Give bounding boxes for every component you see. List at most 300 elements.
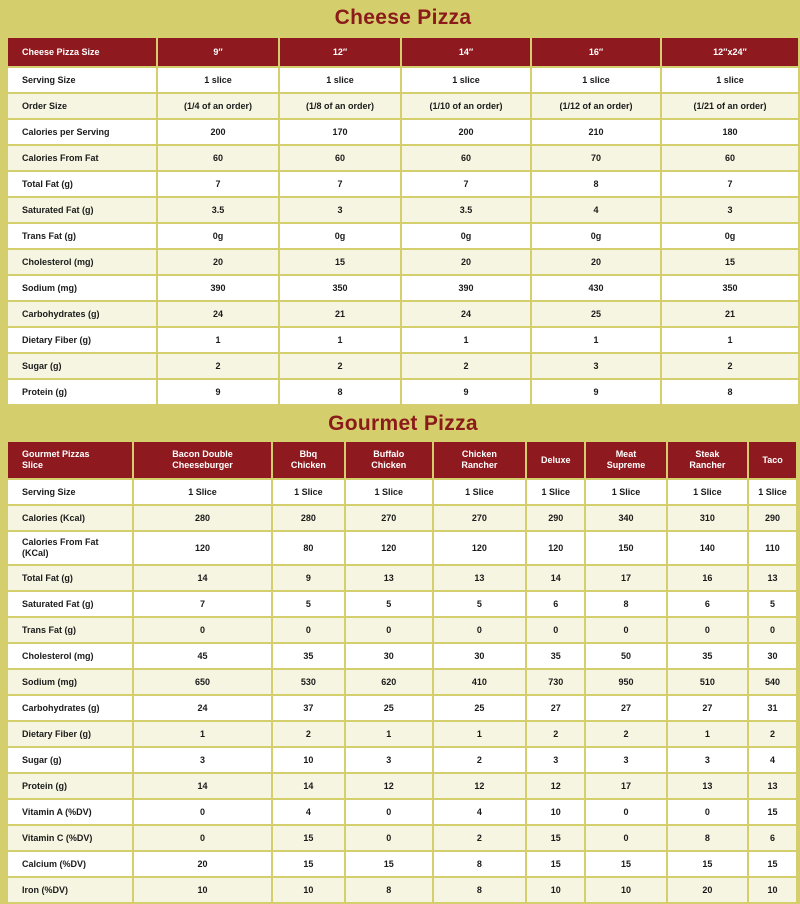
row-label xyxy=(8,774,132,798)
column-header: 14″ xyxy=(402,38,530,66)
table-cell: 3 xyxy=(668,748,747,772)
row-label xyxy=(8,852,132,876)
table-cell: 3 xyxy=(280,198,400,222)
table-cell: 1 slice xyxy=(662,68,798,92)
table-cell: 0g xyxy=(662,224,798,248)
table-cell: 15 xyxy=(749,852,796,876)
table-cell: 280 xyxy=(273,506,344,530)
table-cell: 12 xyxy=(527,774,584,798)
table-cell: 15 xyxy=(280,250,400,274)
row-label: Dietary Fiber (g) xyxy=(8,328,156,352)
table-cell: 10 xyxy=(273,878,344,902)
table-cell: 14 xyxy=(273,774,344,798)
table-row-sodium-mg xyxy=(8,276,798,300)
table-cell: 60 xyxy=(280,146,400,170)
table-cell: 4 xyxy=(532,198,660,222)
table-cell: 35 xyxy=(527,644,584,668)
table-cell: 280 xyxy=(134,506,270,530)
column-header-line: Steak xyxy=(695,449,720,459)
table-cell: 0 xyxy=(434,618,526,642)
table-cell: 15 xyxy=(586,852,665,876)
row-label-line: Calcium (%DV) xyxy=(22,858,87,869)
table-cell: 20 xyxy=(668,878,747,902)
table-cell: 950 xyxy=(586,670,665,694)
table-cell: 0 xyxy=(668,800,747,824)
table-cell: 35 xyxy=(668,644,747,668)
table-cell: 650 xyxy=(134,670,270,694)
table-cell: 20 xyxy=(402,250,530,274)
table-cell: 35 xyxy=(273,644,344,668)
table-cell: 540 xyxy=(749,670,796,694)
table-row-serving-size xyxy=(8,68,798,92)
table-cell: 210 xyxy=(532,120,660,144)
table-cell: 7 xyxy=(402,172,530,196)
table-cell: 5 xyxy=(749,592,796,616)
table-cell: 0 xyxy=(668,618,747,642)
column-header-line: Bacon Double xyxy=(172,449,233,459)
table-cell: 3 xyxy=(586,748,665,772)
table-cell: 0 xyxy=(749,618,796,642)
table-cell: 2 xyxy=(749,722,796,746)
table-cell: 180 xyxy=(662,120,798,144)
table-cell: (1/4 of an order) xyxy=(158,94,278,118)
table-cell: 1 xyxy=(280,328,400,352)
row-label-line: Cholesterol (mg) xyxy=(22,650,94,661)
table-cell: 1 Slice xyxy=(668,480,747,504)
row-label-line: Total Fat (g) xyxy=(22,572,73,583)
table-cell: 5 xyxy=(434,592,526,616)
table-cell: 9 xyxy=(158,380,278,404)
row-label: Cholesterol (mg) xyxy=(8,250,156,274)
table-cell: 10 xyxy=(527,878,584,902)
table-cell: 620 xyxy=(346,670,432,694)
row-label xyxy=(8,566,132,590)
column-header xyxy=(749,442,796,478)
table-cell: 200 xyxy=(158,120,278,144)
table-cell: 0g xyxy=(532,224,660,248)
table-cell: 25 xyxy=(434,696,526,720)
table-cell: 13 xyxy=(668,774,747,798)
table-cell: 50 xyxy=(586,644,665,668)
table-cell: 120 xyxy=(346,532,432,564)
table-cell: 20 xyxy=(134,852,270,876)
row-label: Calories per Serving xyxy=(8,120,156,144)
table-row-protein-g xyxy=(8,774,796,798)
table-cell: 8 xyxy=(434,852,526,876)
table-cell: 30 xyxy=(434,644,526,668)
column-header-line: Chicken xyxy=(371,460,407,470)
row-label: Saturated Fat (g) xyxy=(8,198,156,222)
column-header-line: Bbq xyxy=(299,449,318,459)
table-cell: 1 Slice xyxy=(586,480,665,504)
table-row-calories-kcal xyxy=(8,506,796,530)
table-cell: 8 xyxy=(346,878,432,902)
row-label xyxy=(8,748,132,772)
table-cell: 7 xyxy=(280,172,400,196)
table-cell: 270 xyxy=(434,506,526,530)
table-cell: 30 xyxy=(749,644,796,668)
table-cell: 27 xyxy=(586,696,665,720)
table-cell: (1/12 of an order) xyxy=(532,94,660,118)
table-cell: 3 xyxy=(662,198,798,222)
table-cell: 4 xyxy=(749,748,796,772)
column-header xyxy=(527,442,584,478)
table-cell: 9 xyxy=(273,566,344,590)
table-cell: 5 xyxy=(346,592,432,616)
table-cell: 12 xyxy=(346,774,432,798)
table-cell: 350 xyxy=(662,276,798,300)
column-header-line: Meat xyxy=(615,449,637,459)
table-cell: 14 xyxy=(527,566,584,590)
table-cell: 15 xyxy=(273,852,344,876)
table-cell: 10 xyxy=(273,748,344,772)
column-header: Cheese Pizza Size xyxy=(8,38,156,66)
table-cell: 24 xyxy=(134,696,270,720)
row-label: Sodium (mg) xyxy=(8,276,156,300)
table-cell: 7 xyxy=(134,592,270,616)
table-cell: 1 Slice xyxy=(749,480,796,504)
table-cell: 14 xyxy=(134,566,270,590)
table-row-total-fat-g xyxy=(8,566,796,590)
column-header-line: Chicken xyxy=(290,460,326,470)
table-row-saturated-fat-g xyxy=(8,592,796,616)
table-cell: 2 xyxy=(402,354,530,378)
table-cell: 24 xyxy=(402,302,530,326)
table-cell: 0 xyxy=(346,826,432,850)
column-header-line: Cheeseburger xyxy=(172,460,233,470)
column-header-line: Chicken xyxy=(461,449,497,459)
table-cell: 15 xyxy=(668,852,747,876)
table-cell: (1/21 of an order) xyxy=(662,94,798,118)
table-cell: 290 xyxy=(527,506,584,530)
table-cell: 0 xyxy=(586,826,665,850)
table-row-trans-fat-g xyxy=(8,224,798,248)
table-cell: 3 xyxy=(134,748,270,772)
table-cell: 1 Slice xyxy=(134,480,270,504)
table-cell: 14 xyxy=(134,774,270,798)
table-cell: 0 xyxy=(527,618,584,642)
cheese-header-row xyxy=(8,38,798,66)
table-cell: 9 xyxy=(402,380,530,404)
row-label xyxy=(8,532,132,564)
table-cell: 0g xyxy=(158,224,278,248)
row-label-line: Serving Size xyxy=(22,486,76,497)
table-cell: 4 xyxy=(273,800,344,824)
column-header: 12″x24″ xyxy=(662,38,798,66)
table-row-order-size xyxy=(8,94,798,118)
table-cell: 13 xyxy=(346,566,432,590)
table-cell: 2 xyxy=(586,722,665,746)
table-cell: 15 xyxy=(527,852,584,876)
row-label-line: Sodium (mg) xyxy=(22,676,77,687)
table-cell: 60 xyxy=(402,146,530,170)
row-label xyxy=(8,800,132,824)
table-cell: 10 xyxy=(586,878,665,902)
table-row-carbohydrates-g xyxy=(8,302,798,326)
table-cell: 15 xyxy=(662,250,798,274)
row-label: Total Fat (g) xyxy=(8,172,156,196)
table-cell: 6 xyxy=(668,592,747,616)
table-cell: 1 slice xyxy=(158,68,278,92)
table-cell: 0g xyxy=(402,224,530,248)
row-label xyxy=(8,644,132,668)
table-row-protein-g xyxy=(8,380,798,404)
table-cell: 45 xyxy=(134,644,270,668)
row-label-line: Dietary Fiber (g) xyxy=(22,728,92,739)
table-cell: 0 xyxy=(586,618,665,642)
table-row-calories-from-fat xyxy=(8,146,798,170)
table-cell: 16 xyxy=(668,566,747,590)
row-label xyxy=(8,506,132,530)
column-header-line: Slice xyxy=(22,460,44,470)
column-header xyxy=(668,442,747,478)
table-cell: 110 xyxy=(749,532,796,564)
column-header-line: Rancher xyxy=(461,460,498,470)
table-row-trans-fat-g xyxy=(8,618,796,642)
table-cell: 290 xyxy=(749,506,796,530)
table-row-serving-size xyxy=(8,480,796,504)
table-row-dietary-fiber-g xyxy=(8,722,796,746)
row-label-line: Iron (%DV) xyxy=(22,884,68,895)
row-label-line: (KCal) xyxy=(22,548,49,558)
table-row-sodium-mg xyxy=(8,670,796,694)
table-cell: 1 xyxy=(134,722,270,746)
row-label xyxy=(8,480,132,504)
table-cell: 10 xyxy=(134,878,270,902)
column-header: 9″ xyxy=(158,38,278,66)
table-cell: 510 xyxy=(668,670,747,694)
table-cell: 6 xyxy=(527,592,584,616)
column-header xyxy=(586,442,665,478)
table-cell: 20 xyxy=(158,250,278,274)
table-cell: 730 xyxy=(527,670,584,694)
row-label-line: Calories (Kcal) xyxy=(22,512,86,523)
table-cell: 0 xyxy=(346,618,432,642)
table-cell: 340 xyxy=(586,506,665,530)
column-header-line: Rancher xyxy=(689,460,726,470)
table-cell: 0 xyxy=(134,800,270,824)
column-header-line: Gourmet Pizzas xyxy=(22,449,90,459)
table-cell: 37 xyxy=(273,696,344,720)
table-cell: 8 xyxy=(586,592,665,616)
table-cell: 10 xyxy=(527,800,584,824)
table-cell: 0 xyxy=(134,826,270,850)
table-cell: 3.5 xyxy=(402,198,530,222)
table-cell: 70 xyxy=(532,146,660,170)
table-cell: 15 xyxy=(273,826,344,850)
table-cell: 430 xyxy=(532,276,660,300)
table-cell: 25 xyxy=(532,302,660,326)
table-cell: 7 xyxy=(158,172,278,196)
table-cell: 7 xyxy=(662,172,798,196)
table-row-calories-from-fat-kcal xyxy=(8,532,796,564)
column-header: 16″ xyxy=(532,38,660,66)
table-cell: 21 xyxy=(662,302,798,326)
row-label xyxy=(8,696,132,720)
table-cell: 13 xyxy=(749,774,796,798)
table-cell: 1 slice xyxy=(280,68,400,92)
table-cell: 3 xyxy=(532,354,660,378)
table-cell: 2 xyxy=(434,748,526,772)
column-header xyxy=(8,442,132,478)
table-cell: 24 xyxy=(158,302,278,326)
table-row-calories-per-serving xyxy=(8,120,798,144)
cheese-pizza-table xyxy=(6,36,800,406)
table-row-total-fat-g xyxy=(8,172,798,196)
row-label: Serving Size xyxy=(8,68,156,92)
row-label xyxy=(8,878,132,902)
table-cell: 6 xyxy=(749,826,796,850)
table-cell: 17 xyxy=(586,566,665,590)
table-cell: 1 xyxy=(402,328,530,352)
gourmet-header-row xyxy=(8,442,796,478)
table-cell: 1 Slice xyxy=(527,480,584,504)
table-cell: 0 xyxy=(586,800,665,824)
table-row-cholesterol-mg xyxy=(8,644,796,668)
column-header: 12″ xyxy=(280,38,400,66)
row-label-line: Calories From Fat xyxy=(22,537,99,547)
table-cell: 3 xyxy=(527,748,584,772)
table-cell: 1 xyxy=(346,722,432,746)
table-cell: 0 xyxy=(273,618,344,642)
row-label-line: Vitamin A (%DV) xyxy=(22,806,92,817)
table-cell: 8 xyxy=(532,172,660,196)
row-label-line: Protein (g) xyxy=(22,780,67,791)
table-cell: 25 xyxy=(346,696,432,720)
table-cell: 1 Slice xyxy=(346,480,432,504)
table-cell: 27 xyxy=(668,696,747,720)
row-label-line: Carbohydrates (g) xyxy=(22,702,100,713)
table-row-sugar-g xyxy=(8,748,796,772)
row-label: Calories From Fat xyxy=(8,146,156,170)
row-label: Protein (g) xyxy=(8,380,156,404)
table-cell: 120 xyxy=(134,532,270,564)
row-label xyxy=(8,618,132,642)
column-header-line: Taco xyxy=(762,454,783,465)
table-cell: 530 xyxy=(273,670,344,694)
table-cell: 1 Slice xyxy=(273,480,344,504)
table-cell: 140 xyxy=(668,532,747,564)
table-cell: 3.5 xyxy=(158,198,278,222)
table-cell: 2 xyxy=(273,722,344,746)
column-header-line: Deluxe xyxy=(540,454,571,465)
table-cell: 350 xyxy=(280,276,400,300)
row-label: Trans Fat (g) xyxy=(8,224,156,248)
table-cell: 12 xyxy=(434,774,526,798)
table-cell: 20 xyxy=(532,250,660,274)
table-cell: 150 xyxy=(586,532,665,564)
table-cell: 27 xyxy=(527,696,584,720)
table-cell: 17 xyxy=(586,774,665,798)
table-cell: 2 xyxy=(158,354,278,378)
table-cell: 270 xyxy=(346,506,432,530)
table-cell: 1 xyxy=(434,722,526,746)
table-cell: 0 xyxy=(346,800,432,824)
table-cell: 390 xyxy=(402,276,530,300)
table-cell: 120 xyxy=(527,532,584,564)
table-cell: 2 xyxy=(280,354,400,378)
table-cell: 8 xyxy=(434,878,526,902)
table-cell: 1 Slice xyxy=(434,480,526,504)
table-cell: 8 xyxy=(662,380,798,404)
table-row-dietary-fiber-g xyxy=(8,328,798,352)
row-label: Carbohydrates (g) xyxy=(8,302,156,326)
table-cell: 8 xyxy=(668,826,747,850)
table-cell: 2 xyxy=(527,722,584,746)
table-cell: 0 xyxy=(134,618,270,642)
table-cell: (1/8 of an order) xyxy=(280,94,400,118)
table-row-saturated-fat-g xyxy=(8,198,798,222)
column-header xyxy=(346,442,432,478)
table-cell: 2 xyxy=(434,826,526,850)
table-cell: 200 xyxy=(402,120,530,144)
table-row-vitamin-c-dv xyxy=(8,826,796,850)
table-cell: 8 xyxy=(280,380,400,404)
table-cell: 170 xyxy=(280,120,400,144)
table-row-cholesterol-mg xyxy=(8,250,798,274)
table-cell: 15 xyxy=(527,826,584,850)
table-cell: 5 xyxy=(273,592,344,616)
table-cell: 120 xyxy=(434,532,526,564)
row-label-line: Vitamin C (%DV) xyxy=(22,832,93,843)
table-row-vitamin-a-dv xyxy=(8,800,796,824)
row-label-line: Saturated Fat (g) xyxy=(22,598,94,609)
table-cell: 80 xyxy=(273,532,344,564)
table-row-iron-dv xyxy=(8,878,796,902)
row-label xyxy=(8,670,132,694)
cheese-pizza-title: Cheese Pizza xyxy=(334,6,472,29)
table-cell: 410 xyxy=(434,670,526,694)
table-cell: 21 xyxy=(280,302,400,326)
table-cell: 2 xyxy=(662,354,798,378)
table-row-sugar-g xyxy=(8,354,798,378)
table-cell: 1 slice xyxy=(402,68,530,92)
table-cell: 9 xyxy=(532,380,660,404)
row-label xyxy=(8,826,132,850)
table-cell: 0g xyxy=(280,224,400,248)
table-cell: 4 xyxy=(434,800,526,824)
table-cell: 30 xyxy=(346,644,432,668)
row-label xyxy=(8,722,132,746)
gourmet-pizza-title: Gourmet Pizza xyxy=(328,412,478,435)
table-cell: 1 xyxy=(532,328,660,352)
column-header-line: Supreme xyxy=(606,460,646,470)
row-label xyxy=(8,592,132,616)
table-cell: 15 xyxy=(749,800,796,824)
row-label-line: Trans Fat (g) xyxy=(22,624,77,635)
table-cell: 1 xyxy=(668,722,747,746)
table-row-calcium-dv xyxy=(8,852,796,876)
table-cell: 60 xyxy=(662,146,798,170)
table-cell: 1 xyxy=(662,328,798,352)
table-cell: 1 slice xyxy=(532,68,660,92)
table-cell: 60 xyxy=(158,146,278,170)
table-cell: 390 xyxy=(158,276,278,300)
column-header xyxy=(434,442,526,478)
table-cell: 3 xyxy=(346,748,432,772)
table-cell: 1 xyxy=(158,328,278,352)
table-cell: 13 xyxy=(434,566,526,590)
table-cell: 15 xyxy=(346,852,432,876)
column-header xyxy=(134,442,270,478)
gourmet-pizza-table xyxy=(6,440,798,904)
column-header-line: Buffalo xyxy=(373,449,405,459)
table-cell: 31 xyxy=(749,696,796,720)
table-cell: 13 xyxy=(749,566,796,590)
column-header xyxy=(273,442,344,478)
table-cell: (1/10 of an order) xyxy=(402,94,530,118)
table-row-carbohydrates-g xyxy=(8,696,796,720)
